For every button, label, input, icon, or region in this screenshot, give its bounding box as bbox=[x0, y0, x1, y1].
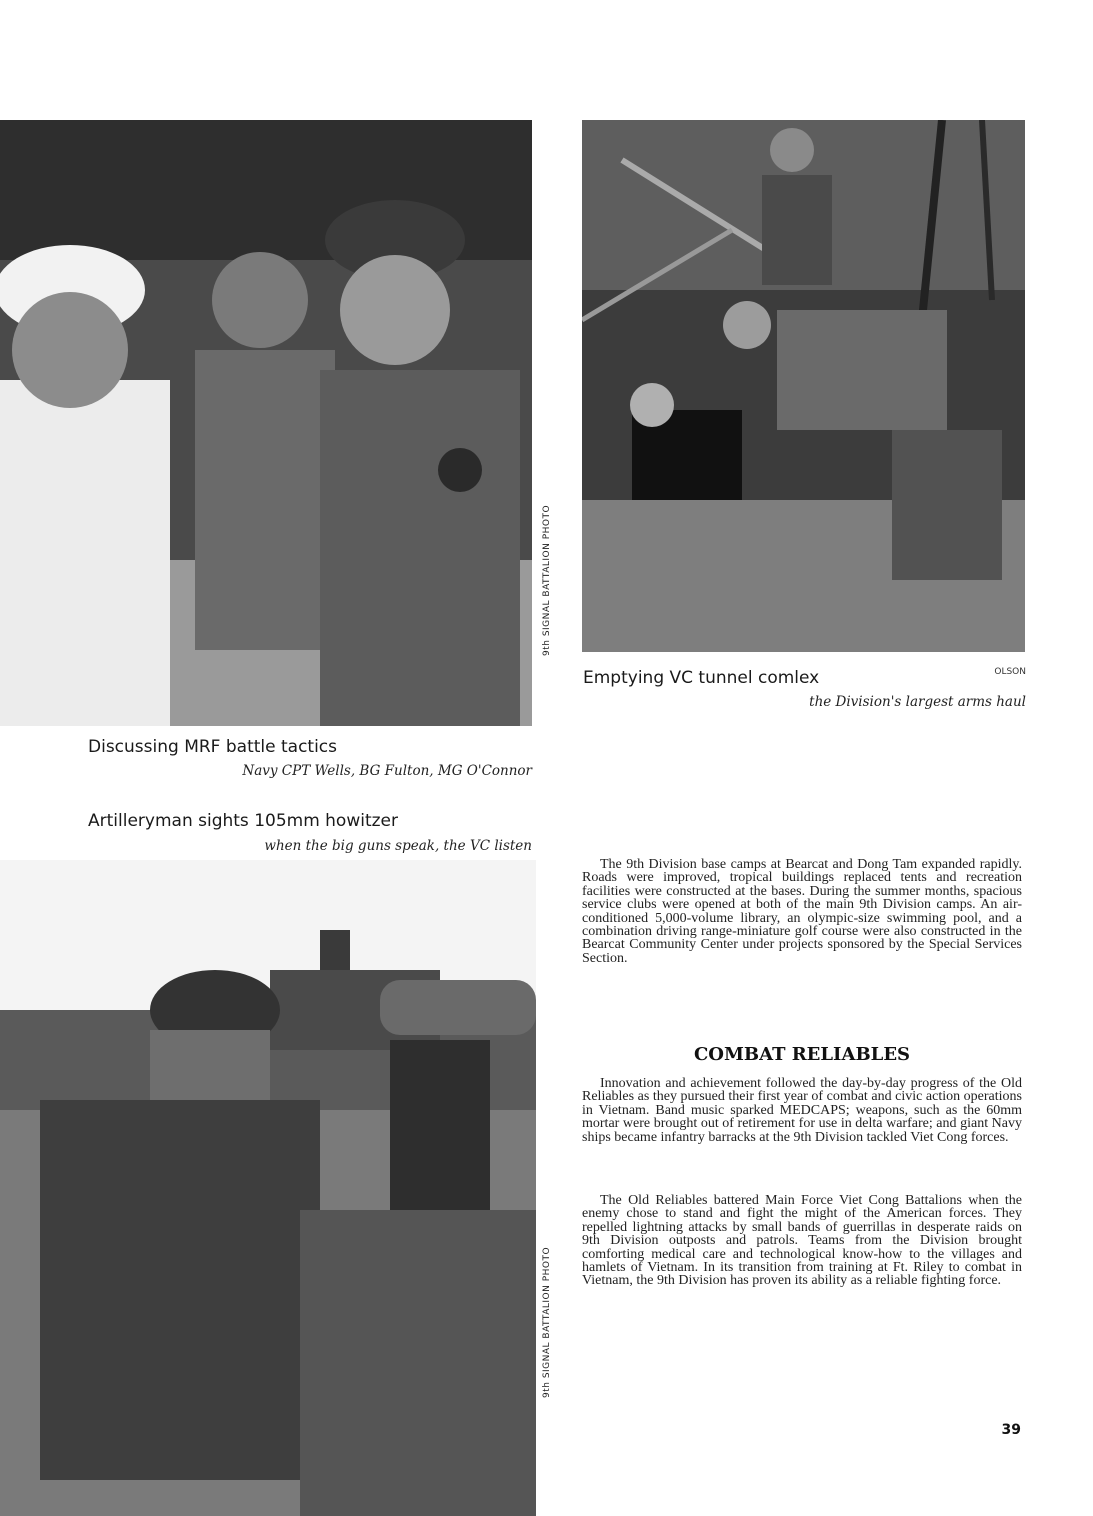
howitzer-caption-subtitle: when the big guns speak, the VC listen bbox=[264, 838, 532, 854]
tunnel-caption-subtitle: the Division's largest arms haul bbox=[809, 694, 1026, 710]
tunnel-photo-credit: OLSON bbox=[994, 667, 1026, 677]
article-paragraph-2: Innovation and achievement followed the day-by-day progress of the Old Reliables as they pursued their first year of combat and civic action operations in Vietnam. Band music sparked MEDCAPS; weapons, such as the 60mm mortar were brought out of retirement for use in delta warfare; and giant Navy ships became infantry barracks at the 9th Division tackled Viet Cong forces. bbox=[582, 1076, 1022, 1145]
tunnel-caption-title: Emptying VC tunnel comlex bbox=[583, 668, 820, 688]
page-number: 39 bbox=[1001, 1422, 1021, 1438]
article-paragraph-3: The Old Reliables battered Main Force Viet Cong Battalions when the enemy chose to stand and fight the might of the American forces. They repelled lightning attacks by small bands of guerrillas in desperate raids on 9th Division outposts and patrols. Teams from the Division brought comforting medical care and technological know-how to the villages and hamlets of Vietnam. In its transition from training at Ft. Riley to combat in Vietnam, the 9th Division has proven its ability as a reliable fighting force. bbox=[582, 1193, 1022, 1289]
howitzer-photo-credit: 9th SIGNAL BATTALION PHOTO bbox=[542, 1246, 552, 1398]
article-paragraph-1: The 9th Division base camps at Bearcat and Dong Tam expanded rapidly. Roads were improved, tropical buildings replaced tents and recreation facilities were constructed at the bases. During the summer months, spacious service clubs were opened at both of the main 9th Division camps. An air-conditioned 5,000-volume library, an olympic-size swimming pool, and a combination driving range-miniature golf course were also constructed in the Bearcat Community Center under projects sponsored by the Special Services Section. bbox=[582, 857, 1022, 966]
mrf-photo bbox=[0, 120, 532, 726]
howitzer-caption-title: Artilleryman sights 105mm howitzer bbox=[88, 811, 399, 831]
mrf-caption-subtitle: Navy CPT Wells, BG Fulton, MG O'Connor bbox=[242, 763, 532, 779]
tunnel-photo bbox=[582, 120, 1025, 652]
mrf-photo-credit: 9th SIGNAL BATTALION PHOTO bbox=[542, 504, 552, 656]
howitzer-photo bbox=[0, 860, 536, 1516]
mrf-caption-title: Discussing MRF battle tactics bbox=[88, 737, 338, 757]
article-heading: COMBAT RELIABLES bbox=[693, 1044, 911, 1065]
